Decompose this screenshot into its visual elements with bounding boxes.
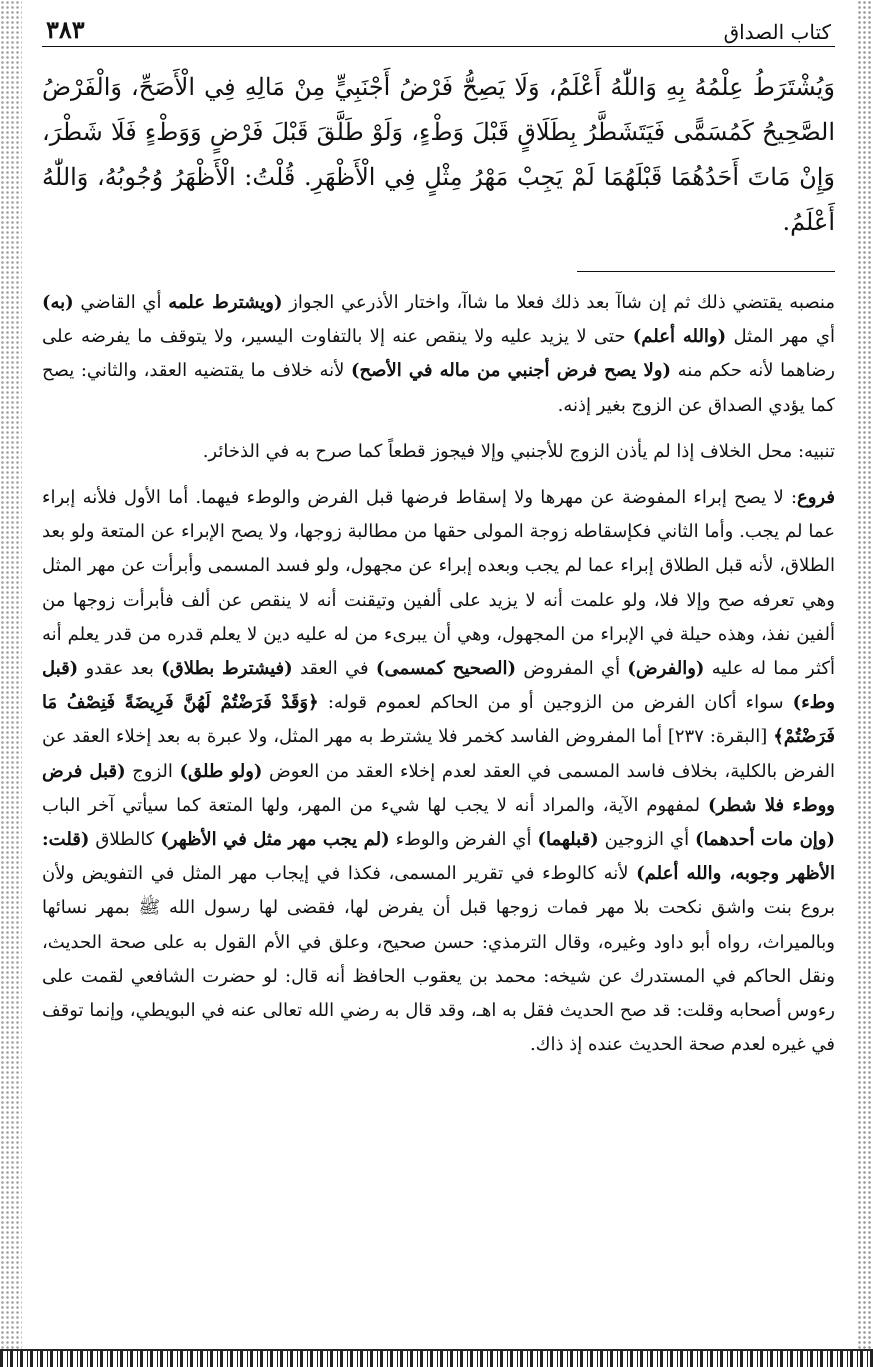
page-border-bottom — [0, 1349, 873, 1367]
matn-quote: (ولا يصح فرض أجنبي من ماله في الأصح) — [351, 360, 672, 382]
commentary-paragraph-3 — [42, 481, 835, 1062]
commentary-run: منصبه يقتضي ذلك ثم إن شاآ بعد ذلك فعلا ما شاآ، واختار الأذرعي الجواز — [282, 292, 835, 313]
matn-quote: (والله أعلم) — [632, 326, 727, 348]
page-border-right — [857, 0, 873, 1367]
matn-quote: (والفرض) — [627, 658, 705, 680]
matn-quote: فروع — [797, 487, 835, 509]
matn-quote: (قبلهما) — [537, 829, 599, 851]
matn-quote: (ويشترط علمه — [168, 292, 283, 313]
commentary-run: حتى لا يزيد عليه ولا ينقص عنه إلا بالتفاوت اليسير، ولا يتوقف ما يفرضه على رضاهما لأنه حكم منه — [42, 326, 835, 382]
commentary-run: أي الفرض والوطء — [389, 829, 538, 851]
commentary-run: لأنه خلاف ما يقتضيه العقد، والثاني: يصح كما يؤدي الصداق عن الزوج بغير إذنه. — [42, 360, 835, 416]
matn-text: وَيُشْتَرَطُ عِلْمُهُ بِهِ وَاللّٰهُ أَعْلَمُ، وَلَا يَصِحُّ فَرْضُ أَجْنَبِيٍّ مِنْ مَالِهِ فِي الْأَصَحِّ، وَالْفَرْضُ الصَّحِيحُ كَمُسَمًّى فَيَتَشَطَّرُ بِطَلَاقٍ قَبْلَ وَطْءٍ، وَلَوْ طَلَّقَ قَبْلَ فَرْضٍ وَوَطْءٍ فَلَا شَطْرَ، وَإِنْ مَاتَ أَحَدُهُمَا قَبْلَهُمَا لَمْ يَجِبْ مَهْرُ مِثْلٍ فِي الْأَظْهَرِ. قُلْتُ: الْأَظْهَرُ وُجُوبُهُ، وَاللّٰهُ أَعْلَمُ. — [42, 73, 836, 236]
page-border-left — [0, 0, 22, 1367]
footnote-separator — [577, 271, 835, 272]
commentary-run: في العقد — [292, 658, 376, 680]
matn-quote: ﴿وَقَدْ فَرَضْتُمْ لَهُنَّ فَرِيضَةً فَنِصْفُ مَا فَرَضْتُمْ﴾ — [42, 692, 835, 748]
matn-quote: (قبل وطء) — [42, 658, 835, 714]
commentary-paragraph-2 — [42, 435, 835, 469]
commentary-run: سواء أكان الفرض من الزوجين أو من الحاكم لعموم قوله: — [318, 692, 793, 714]
running-title: كتاب الصداق — [723, 20, 831, 44]
matn-quote: (لم يجب مهر مثل في الأظهر) — [160, 829, 390, 851]
commentary-run: أي القاضي — [73, 292, 169, 313]
matn-quote: (ولو طلق) — [179, 760, 263, 782]
matn-quote: (قبل فرض ووطء فلا شطر) — [42, 760, 835, 816]
commentary-run: أي الزوجين — [598, 829, 696, 851]
page-number: ٣٨٣ — [46, 15, 85, 44]
commentary-run: أي مهر المثل — [726, 326, 835, 348]
commentary-run: تنبيه: محل الخلاف إذا لم يأذن الزوج للأجنبي وإلا فيجوز قطعاً كما صرح به في الذخائر. — [202, 440, 835, 462]
commentary-run: الزوج — [125, 760, 180, 782]
commentary-run: أي المفروض — [516, 658, 628, 680]
commentary-run: : لا يصح إبراء المفوضة عن مهرها ولا إسقاط فرضها قبل الفرض والوطء فيهما. أما الأول فلأنه إبراء عما لم يجب. وأما الثاني فكإسقاطه زوجة المولى حقها من مطالبة زوجها، ولا يصح الإبراء عن المتعة ولو بعد الطلاق، لأنه قبل الطلاق إبراء عما لم يجب وبعده إبراء عن مجهول، ولو فسد المسمى وأبرأت عن مهر المثل وهي تعرفه صح وإلا فلا، ولو علمت أنه لا يزيد على ألفين وتيقنت أنه لا ينقص عن ألف فأبرأت زوجها من ألفين نفذ، وهذه حيلة في الإبراء من المجهول، وهي أن يبرىء من له عليه دين لا يعلم قدره من قدر يعلم أنه أكثر مما له عليه — [42, 487, 835, 680]
page-header — [42, 14, 835, 47]
matn-quote: (وإن مات أحدهما) — [695, 829, 836, 851]
book-page — [42, 14, 835, 1337]
commentary-run: بعد عقدو — [78, 658, 162, 680]
commentary-run: كالطلاق — [89, 829, 161, 851]
commentary-run: لأنه كالوطء في تقرير المسمى، فكذا في إيجاب مهر المثل في التفويض ولأن بروع بنت واشق نكحت بلا مهر فمات زوجها قبل أن يفرض لها، فقضى لها رسول الله ﷺ بمهر نسائها وبالميراث، رواه أبو داود وغيره، وقال الترمذي: حسن صحيح، وعلق في الأم القول به على صحة الحديث، ونقل الحاكم في المستدرك عن شيخه: محمد بن يعقوب الحافظ أنه قال: لو حضرت الشافعي لقمت على رءوس أصحابه وقلت: قد صح الحديث فقل به اهـ، وقد قال به رضي الله تعالى عنه في البويطي، وإنما توقف في غيره لعدم صحة الحديث عنده إذ ذاك. — [42, 863, 835, 1056]
matn-quote: (قلت: الأظهر وجوبه، والله أعلم) — [42, 829, 835, 885]
commentary-paragraph-1 — [42, 286, 835, 423]
matn-quote: (به) — [42, 292, 74, 313]
commentary-run: لمفهوم الآية، والمراد أنه لا يجب لها شيء من المهر، ولها المتعة كما سيأتي آخر الباب — [42, 794, 708, 816]
commentary — [42, 286, 835, 1062]
matn-quote: (الصحيح كمسمى) — [375, 658, 517, 680]
commentary-run: [البقرة: ٢٣٧] أما المفروض الفاسد كخمر فلا يشترط به مهر المثل، ولا عبرة به بعد إخلاء العقد عن الفرض بالكلية، بخلاف فاسد المسمى في العقد لعدم إخلاء العقد من العوض — [42, 726, 836, 782]
matn-quote: (فيشترط بطلاق) — [161, 658, 293, 680]
